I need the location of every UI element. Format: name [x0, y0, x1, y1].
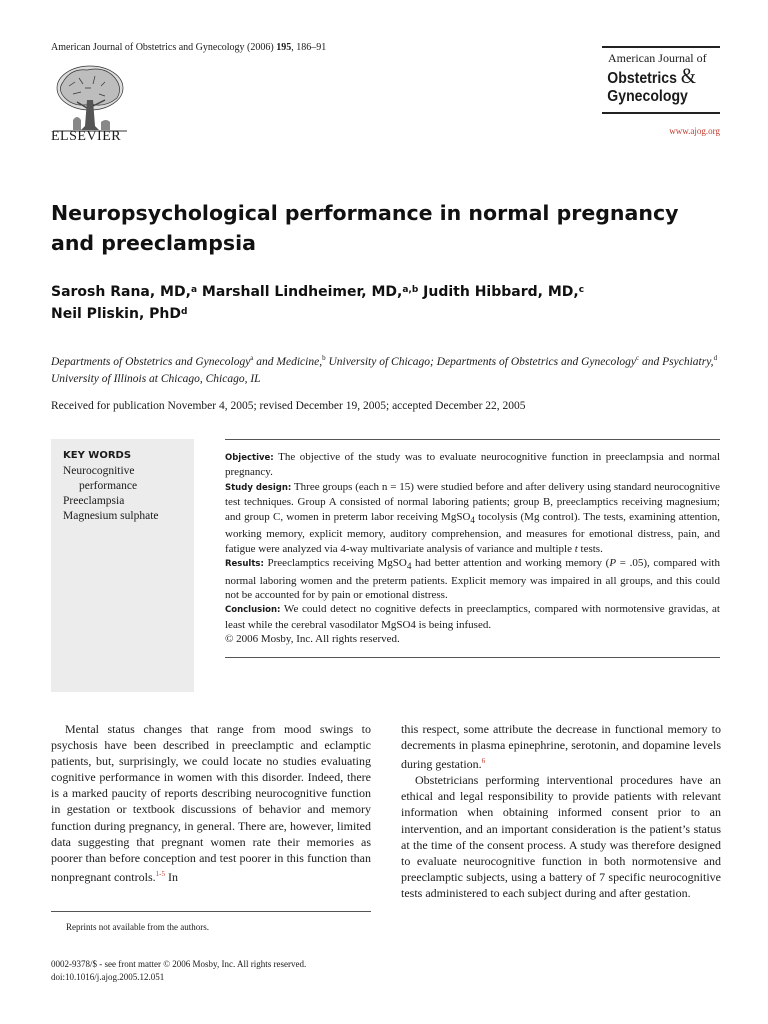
- affiliation-text: University of Illinois at Chicago, Chicago, IL: [51, 372, 261, 385]
- logo-obstetrics: Obstetrics: [607, 70, 677, 87]
- affiliation-sup: d: [713, 354, 718, 362]
- copyright-block: [51, 958, 306, 984]
- logo-line-2: [602, 63, 706, 88]
- affiliations: [51, 350, 721, 388]
- body-column-right: [401, 721, 721, 901]
- abstract-conclusion: [225, 602, 720, 632]
- copyright-line: 0002-9378/$ - see front matter © 2006 Mosby, Inc. All rights reserved.: [51, 959, 307, 969]
- abstract-text: We could detect no cognitive defects in preeclamptics, compared with normotensive gravidas, at least while the cerebral vasodilator MgSO4 is being infused.: [225, 603, 720, 631]
- affiliation-text: and Medicine,: [253, 355, 323, 368]
- journal-pages: , 186–91: [291, 42, 327, 53]
- body-paragraph: Obstetricians performing interventional procedures have an ethical and legal responsibility to provide patients with relevant information when obtaining informed consent prior to an intervention, and an important consideration is the patient’s status at the time of the consent process. A study was therefore designed to evaluate neurocognitive function in both normotensive and preeclamptic subjects, using a battery of 7 specific neurocognitive tests administered to each subject during and after gestation.: [401, 773, 721, 900]
- abstract-heading: Objective:: [225, 453, 274, 463]
- author-name: Neil Pliskin, PhD: [51, 306, 181, 322]
- abstract-text: Three groups (each n = 15) were studied before and after delivery using standard neurocognitive test techniques. Group A consisted of normal laboring patients; group B, preeclamptics receiving magnesium; and group C, women in preterm labor receiving MgSO: [225, 480, 720, 523]
- abstract-text: The objective of the study was to evaluate neurocognitive function in preeclampsia and normal pregnancy.: [225, 451, 720, 479]
- body-paragraph: [51, 721, 371, 885]
- journal-citation: [51, 42, 326, 53]
- footnote-divider: [51, 911, 371, 912]
- body-column-left: [51, 721, 371, 885]
- affiliation-text: and Psychiatry,: [639, 355, 714, 368]
- author-affiliation-sup: a,b: [402, 285, 419, 295]
- abstract-italic: t: [574, 542, 578, 555]
- author-affiliation-sup: a: [190, 285, 198, 295]
- citation-link[interactable]: 1-5: [155, 869, 165, 878]
- abstract-text: had better attention and working memory (: [411, 557, 610, 570]
- logo-bottom-rule: [602, 112, 720, 114]
- abstract-text: Preeclamptics receiving MgSO: [263, 557, 407, 570]
- doi-line: doi:10.1016/j.ajog.2005.12.051: [51, 972, 165, 982]
- keywords-box: [51, 439, 194, 692]
- author-affiliation-sup: d: [181, 307, 188, 317]
- abstract-italic: P: [609, 557, 617, 570]
- abstract-text: tests.: [577, 542, 603, 555]
- logo-ampersand: &: [680, 63, 696, 88]
- author-affiliation-sup: c: [578, 285, 585, 295]
- footnote: Reprints not available from the authors.: [66, 922, 209, 932]
- abstract-objective: [225, 450, 720, 480]
- affiliation-text: Departments of Obstetrics and Gynecology: [51, 355, 251, 368]
- affiliation-text: University of Chicago; Departments of Obstetrics and Gynecology: [325, 355, 637, 368]
- keywords-heading: KEY WORDS: [63, 450, 132, 461]
- abstract-heading: Conclusion:: [225, 605, 281, 616]
- body-paragraph: [401, 721, 721, 772]
- journal-volume: 195: [276, 42, 292, 53]
- citation-link[interactable]: 6: [481, 757, 486, 766]
- author-name: Judith Hibbard, MD,: [423, 284, 579, 300]
- abstract-text: = .05), compared with normal laboring women and the preterm patients. Explicit memory was impaired in all groups, and this could not be accounted for by pain or emotional distress.: [225, 557, 720, 602]
- keyword-item: Neurocognitive: [63, 465, 135, 477]
- abstract-text: tocolysis (Mg control). The tests, examining attention, working memory, explicit memory, auditory comprehension, and measures for emotional distress, pain, and fatigue were analyzed via 4-way multivariate analysis of variance and multiple: [225, 510, 721, 555]
- keyword-item: Preeclampsia: [63, 495, 125, 507]
- logo-line-3: Gynecology: [607, 88, 688, 105]
- abstract-heading: Study design:: [225, 482, 292, 493]
- body-text: In: [165, 869, 178, 884]
- journal-name: American Journal of Obstetrics and Gynecology (2006): [51, 42, 274, 53]
- article-title: Neuropsychological performance in normal pregnancy and preeclampsia: [51, 201, 679, 255]
- affiliation-sup: b: [322, 354, 326, 362]
- keyword-item: performance: [79, 480, 138, 492]
- journal-url-link[interactable]: www.ajog.org: [669, 126, 720, 136]
- body-text: this respect, some attribute the decrease in functional memory to decrements in plasma epinephrine, serotonin, and dopamine levels during gestation.: [401, 722, 721, 772]
- author-list: [51, 281, 711, 325]
- affiliation-sup: a: [250, 354, 254, 362]
- subscript: 4: [406, 561, 412, 572]
- keyword-item: Magnesium sulphate: [63, 510, 159, 522]
- author-name: Marshall Lindheimer, MD,: [201, 284, 403, 300]
- received-dates: Received for publication November 4, 2005; revised December 19, 2005; accepted December 22, 2005: [51, 400, 526, 412]
- affiliation-sup: c: [636, 354, 640, 362]
- journal-logo: [602, 46, 720, 114]
- author-name: Sarosh Rana, MD,: [51, 284, 191, 300]
- subscript: 4: [470, 514, 475, 525]
- body-text: Mental status changes that range from mood swings to psychosis have been described in preeclamptic and eclamptic patients, but, surprisingly, we could locate no studies evaluating cognitive performance in women with this disorder. Indeed, there is a marked paucity of reports describing neurocognitive function in gestation or textbook discussions of behavior and memory function during pregnancy, in general. There are, however, limited data suggesting that pregnant women rate their memories as poorer than before conception and test poorer in this function than nonpregnant controls.: [51, 722, 371, 884]
- abstract-heading: Results:: [225, 559, 264, 570]
- abstract-study-design: [225, 480, 720, 556]
- logo-top-rule: [602, 46, 720, 48]
- abstract: [225, 439, 720, 658]
- logo-line-1: American Journal of: [608, 51, 707, 65]
- abstract-copyright: © 2006 Mosby, Inc. All rights reserved.: [225, 633, 400, 646]
- abstract-results: [225, 556, 720, 602]
- publisher-name: ELSEVIER: [51, 129, 122, 144]
